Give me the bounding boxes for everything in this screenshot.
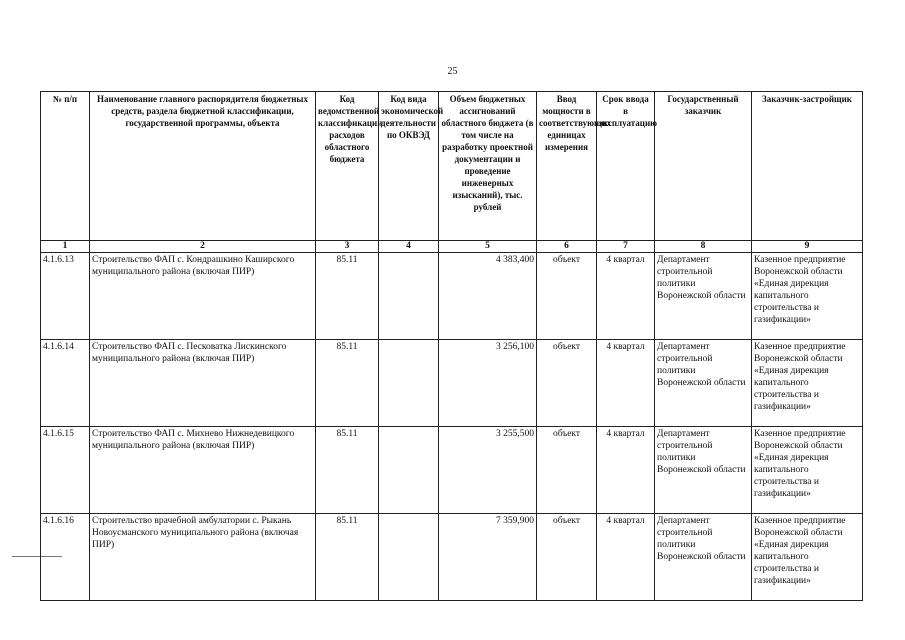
- row-number: 4.1.6.16: [41, 514, 90, 601]
- okved-code: [379, 340, 439, 427]
- column-number: 4: [379, 241, 439, 253]
- table-header: [41, 92, 863, 241]
- commissioning-term: 4 квартал: [597, 514, 655, 601]
- table-row: [41, 514, 863, 601]
- budget-code: 85.11: [316, 340, 379, 427]
- column-number: 7: [597, 241, 655, 253]
- header-col-code: Код ведомственной классификации расходов областного бюджета: [316, 92, 379, 241]
- developer-customer: Казенное предприятие Воронежской области «Единая дирекция капитального строительства и газификации»: [752, 427, 863, 514]
- capacity-unit: объект: [537, 514, 597, 601]
- capacity-unit: объект: [537, 340, 597, 427]
- column-number: 8: [655, 241, 752, 253]
- commissioning-term: 4 квартал: [597, 427, 655, 514]
- state-customer: Департамент строительной политики Воронежской области: [655, 340, 752, 427]
- object-name: Строительство врачебной амбулатории с. Рыкань Новоусманского муниципального района (включая ПИР): [90, 514, 316, 601]
- state-customer: Департамент строительной политики Воронежской области: [655, 514, 752, 601]
- column-number: 5: [439, 241, 537, 253]
- budget-volume: 3 256,100: [439, 340, 537, 427]
- table-row: [41, 253, 863, 340]
- header-col-number: № п/п: [41, 92, 90, 241]
- state-customer: Департамент строительной политики Воронежской области: [655, 427, 752, 514]
- table-row: [41, 427, 863, 514]
- budget-volume: 7 359,900: [439, 514, 537, 601]
- row-number: 4.1.6.14: [41, 340, 90, 427]
- column-number: 9: [752, 241, 863, 253]
- commissioning-term: 4 квартал: [597, 253, 655, 340]
- okved-code: [379, 427, 439, 514]
- budget-volume: 4 383,400: [439, 253, 537, 340]
- budget-objects-table: [40, 91, 863, 601]
- budget-code: 85.11: [316, 253, 379, 340]
- header-col-capacity: Ввод мощности в соответствующих единицах измерения: [537, 92, 597, 241]
- header-col-developer: Заказчик-застройщик: [752, 92, 863, 241]
- okved-code: [379, 514, 439, 601]
- header-col-volume: Объем бюджетных ассигнований областного бюджета (в том числе на разработку проектной документации и проведение инженерных изысканий), тыс. рублей: [439, 92, 537, 241]
- table-body: [41, 241, 863, 601]
- header-col-customer: Государственный заказчик: [655, 92, 752, 241]
- page-number: 25: [447, 66, 458, 77]
- column-number: 3: [316, 241, 379, 253]
- header-row: [41, 92, 863, 241]
- okved-code: [379, 253, 439, 340]
- header-col-name: Наименование главного распорядителя бюджетных средств, раздела бюджетной классификации, государственной программы, объекта: [90, 92, 316, 241]
- object-name: Строительство ФАП с. Песковатка Лискинского муниципального района (включая ПИР): [90, 340, 316, 427]
- budget-volume: 3 255,500: [439, 427, 537, 514]
- table-row: [41, 340, 863, 427]
- column-number-row: [41, 241, 863, 253]
- row-number: 4.1.6.15: [41, 427, 90, 514]
- state-customer: Департамент строительной политики Воронежской области: [655, 253, 752, 340]
- column-number: 2: [90, 241, 316, 253]
- object-name: Строительство ФАП с. Михнево Нижнедевицкого муниципального района (включая ПИР): [90, 427, 316, 514]
- header-col-okved: Код вида экономической деятельности по ОКВЭД: [379, 92, 439, 241]
- column-number: 6: [537, 241, 597, 253]
- column-number: 1: [41, 241, 90, 253]
- developer-customer: Казенное предприятие Воронежской области «Единая дирекция капитального строительства и газификации»: [752, 514, 863, 601]
- header-col-term: Срок ввода в эксплуатацию: [597, 92, 655, 241]
- commissioning-term: 4 квартал: [597, 340, 655, 427]
- budget-code: 85.11: [316, 427, 379, 514]
- developer-customer: Казенное предприятие Воронежской области «Единая дирекция капитального строительства и газификации»: [752, 253, 863, 340]
- row-number: 4.1.6.13: [41, 253, 90, 340]
- budget-code: 85.11: [316, 514, 379, 601]
- developer-customer: Казенное предприятие Воронежской области «Единая дирекция капитального строительства и газификации»: [752, 340, 863, 427]
- capacity-unit: объект: [537, 427, 597, 514]
- object-name: Строительство ФАП с. Кондрашкино Каширского муниципального района (включая ПИР): [90, 253, 316, 340]
- capacity-unit: объект: [537, 253, 597, 340]
